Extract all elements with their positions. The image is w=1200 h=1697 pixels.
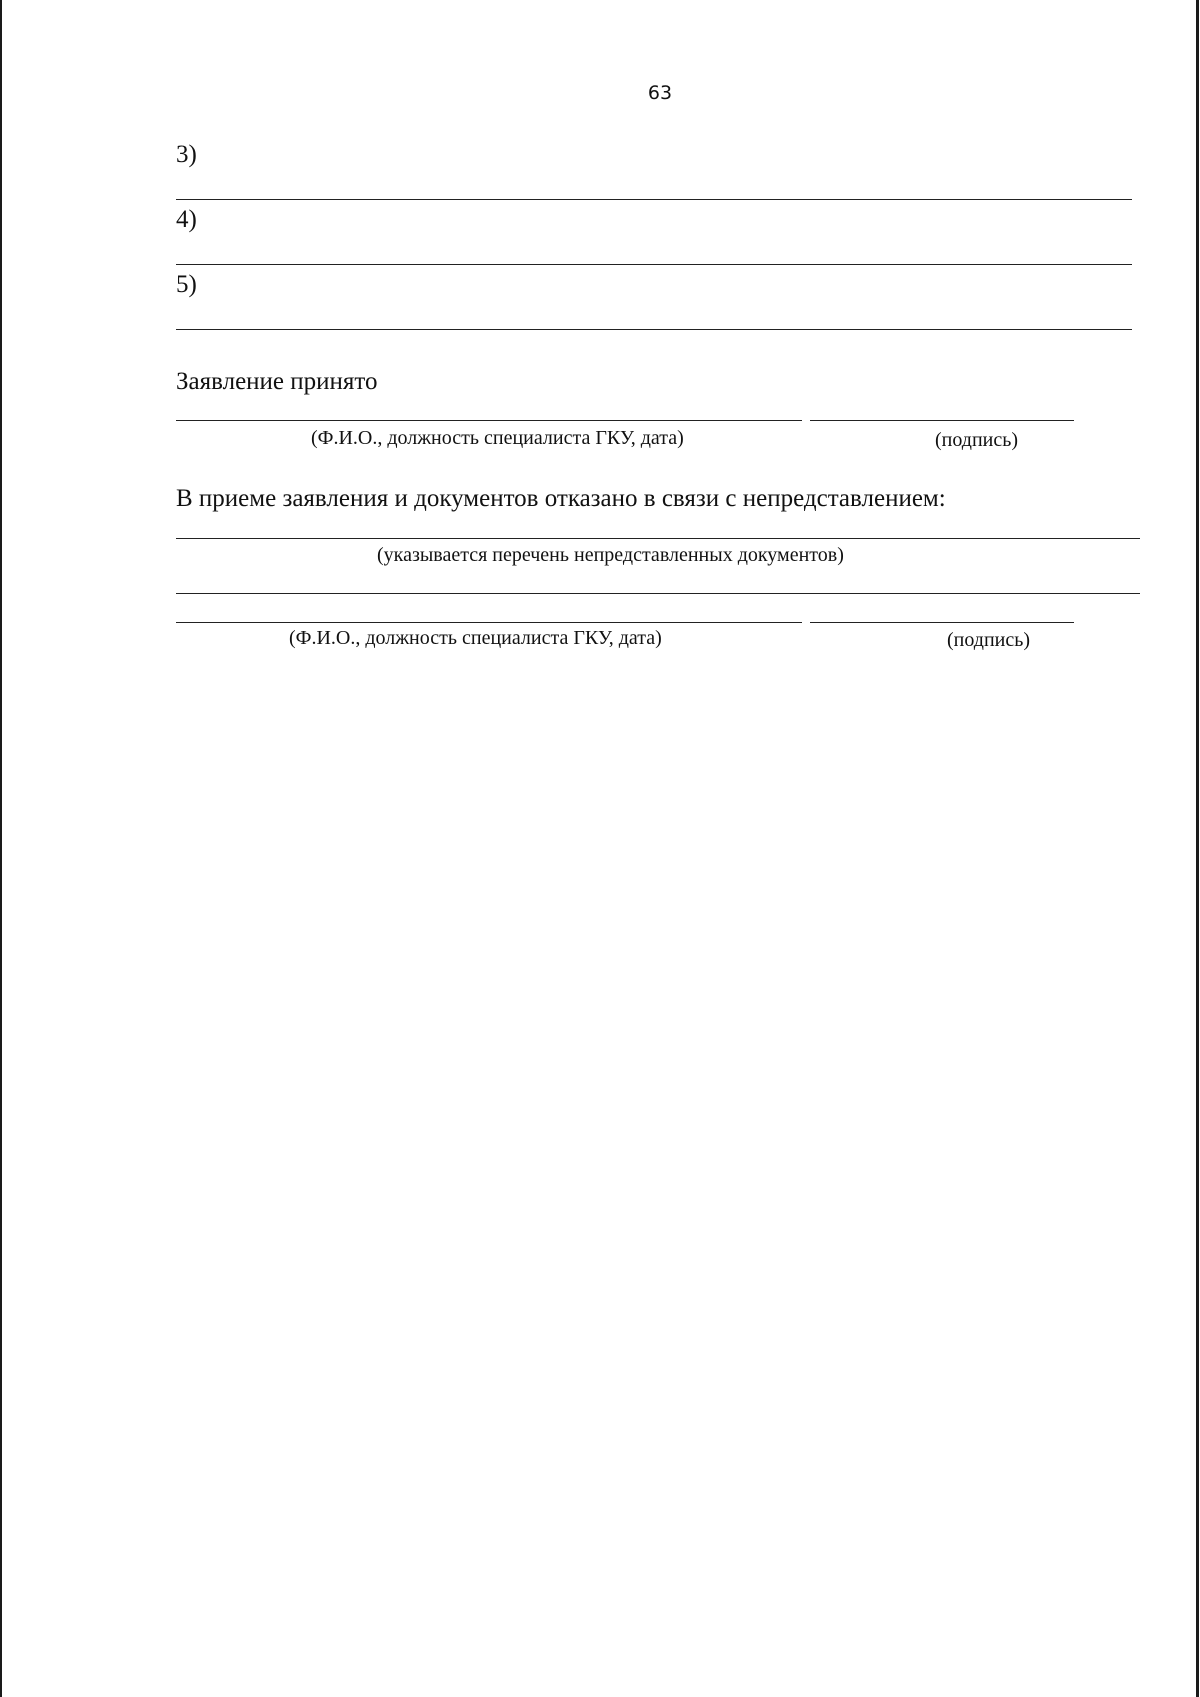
refusal-documents-line-2 <box>176 593 1140 594</box>
page-number: 63 <box>647 82 673 104</box>
accepted-heading: Заявление принято <box>176 368 378 395</box>
refusal-documents-line <box>176 538 1140 539</box>
list-item-3-line <box>176 199 1132 200</box>
list-item-4-line <box>176 264 1132 265</box>
refusal-signature-caption: (подпись) <box>947 629 1031 651</box>
accepted-signature-line <box>810 420 1074 421</box>
list-item-4-number: 4) <box>176 206 197 233</box>
accepted-name-caption: (Ф.И.О., должность специалиста ГКУ, дата) <box>311 427 684 449</box>
refusal-heading: В приеме заявления и документов отказано в связи с непредставлением: <box>176 485 946 512</box>
accepted-signature-caption: (подпись) <box>935 429 1019 451</box>
list-item-5-line <box>176 329 1132 330</box>
page-right-edge <box>1196 0 1199 1697</box>
list-item-3-number: 3) <box>176 141 197 168</box>
refusal-signature-line <box>810 622 1074 623</box>
list-item-5-number: 5) <box>176 271 197 298</box>
accepted-name-line <box>176 420 802 421</box>
refusal-documents-caption: (указывается перечень непредставленных документов) <box>377 544 844 566</box>
refusal-name-line <box>176 622 802 623</box>
refusal-name-caption: (Ф.И.О., должность специалиста ГКУ, дата) <box>289 627 662 649</box>
page-left-edge <box>0 0 2 1697</box>
